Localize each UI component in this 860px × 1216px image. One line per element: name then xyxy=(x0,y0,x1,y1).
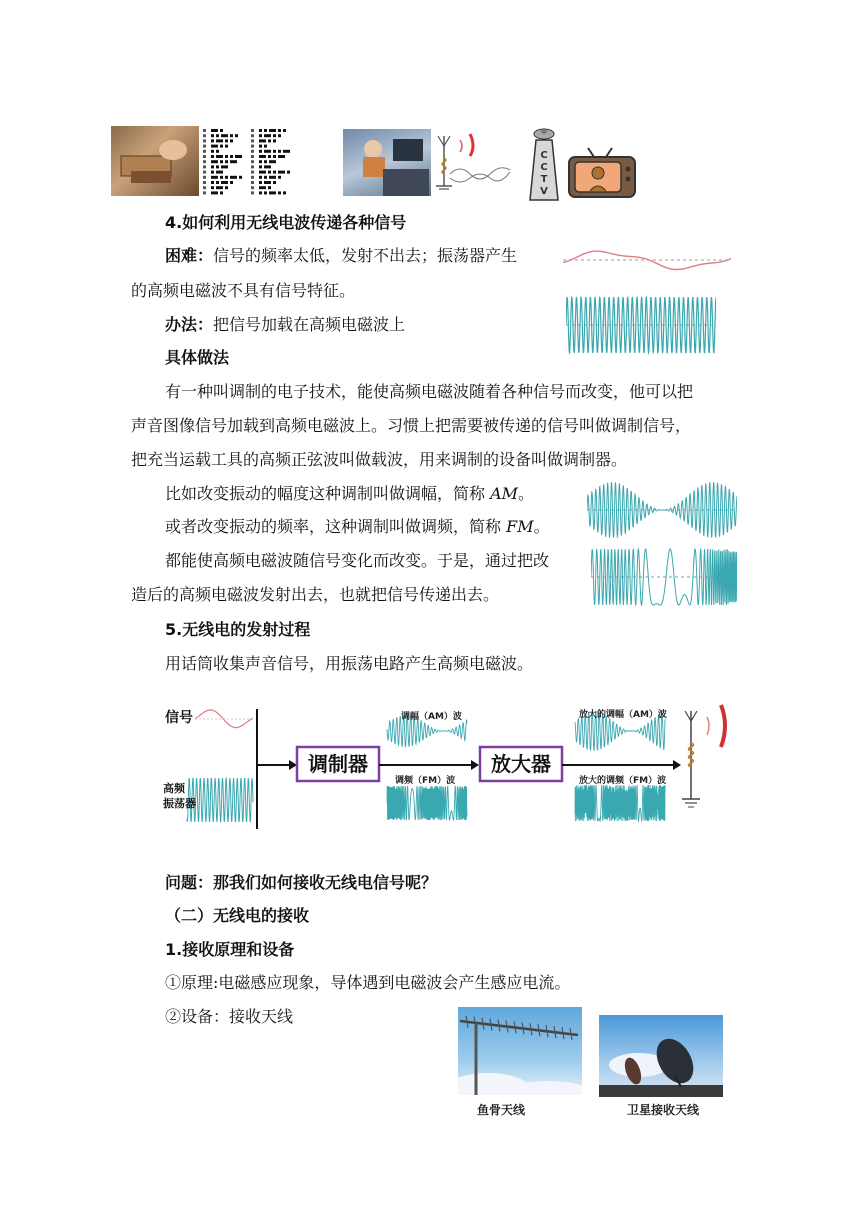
both-text1: 都能使高频电磁波随信号变化而改变。于是，通过把改 xyxy=(165,551,550,570)
difficulty-line1 xyxy=(165,246,517,266)
principle-text: ①原理:电磁感应现象，导体遇到电磁波会产生感应电流。 xyxy=(165,973,571,992)
broadcast-studio-photo xyxy=(343,129,431,196)
am-wave-label: 调幅（AM）波 xyxy=(401,712,462,722)
signal-label: 信号 xyxy=(165,710,193,726)
telegraph-key-photo xyxy=(111,126,199,196)
section4-title: 4.如何利用无线电波传递各种信号 xyxy=(165,213,407,232)
fm-wave xyxy=(591,546,737,608)
fm-abbr: FM xyxy=(506,517,534,536)
oscillator-label xyxy=(163,781,196,811)
satellite-dish-photo xyxy=(599,1015,723,1097)
fm-text: 或者改变振动的频率，这种调制叫做调频，简称 xyxy=(165,517,507,536)
transmitting-antenna-icon xyxy=(432,128,520,194)
device-text: ②设备：接收天线 xyxy=(165,1007,294,1026)
method-line xyxy=(165,315,405,335)
fishbone-antenna-photo xyxy=(458,1007,582,1095)
method-label: 办法： xyxy=(165,315,214,334)
section5-text: 用话筒收集声音信号，用振荡电路产生高频电磁波。 xyxy=(165,654,534,673)
am-abbr: AM xyxy=(490,484,519,503)
fishbone-caption: 鱼骨天线 xyxy=(477,1103,526,1117)
para1: 有一种叫调制的电子技术，能使高频电磁波随着各种信号而改变，他可以把 xyxy=(165,382,694,401)
cctv-letter-4: V xyxy=(540,186,548,197)
cctv-letter-1: C xyxy=(540,150,548,161)
principle-subtitle: 1.接收原理和设备 xyxy=(165,940,295,959)
para3: 把充当运载工具的高频正弦波叫做载波，用来调制的设备叫做调制器。 xyxy=(131,450,628,469)
reception-title: （二）无线电的接收 xyxy=(165,906,310,925)
fm-wave-label: 调频（FM）波 xyxy=(395,776,456,786)
am-line xyxy=(165,484,534,504)
fm-line xyxy=(165,517,550,537)
section5-title: 5.无线电的发射过程 xyxy=(165,620,311,639)
satellite-caption: 卫星接收天线 xyxy=(627,1103,700,1117)
morse-code-chart xyxy=(199,126,295,196)
modulator-box: 调制器 xyxy=(308,752,368,776)
am-text: 比如改变振动的幅度这种调制叫做调幅，简称 xyxy=(165,484,491,503)
specific-label: 具体做法 xyxy=(165,348,230,367)
tv-set-icon xyxy=(566,147,638,199)
low-frequency-signal-wave xyxy=(563,242,731,272)
oscillator-label-1: 高频 xyxy=(163,782,185,795)
para2: 声音图像信号加载到高频电磁波上。习惯上把需要被传递的信号叫做调制信号， xyxy=(131,416,692,435)
amplified-am-label: 放大的调幅（AM）波 xyxy=(579,710,667,720)
am-wave xyxy=(587,478,737,542)
both-text2: 造后的高频电磁波发射出去，也就把信号传递出去。 xyxy=(131,585,500,604)
difficulty-label: 困难： xyxy=(165,246,214,265)
difficulty-text2: 的高频电磁波不具有信号特征。 xyxy=(131,281,356,300)
transmission-diagram xyxy=(155,695,751,835)
amplified-fm-label: 放大的调频（FM）波 xyxy=(579,776,667,786)
amplifier-box: 放大器 xyxy=(491,752,551,776)
cctv-letter-2: C xyxy=(540,162,548,173)
question-text: 问题：那我们如何接收无线电信号呢？ xyxy=(165,873,438,892)
am-end: 。 xyxy=(518,484,535,503)
method-text: 把信号加载在高频电磁波上 xyxy=(213,315,406,334)
oscillator-label-2: 振荡器 xyxy=(163,797,196,810)
cctv-letter-3: T xyxy=(540,174,548,185)
fm-end: 。 xyxy=(533,517,550,536)
difficulty-text1: 信号的频率太低，发射不出去；振荡器产生 xyxy=(213,246,518,265)
cctv-tower-icon xyxy=(524,126,564,202)
carrier-wave xyxy=(566,294,716,356)
